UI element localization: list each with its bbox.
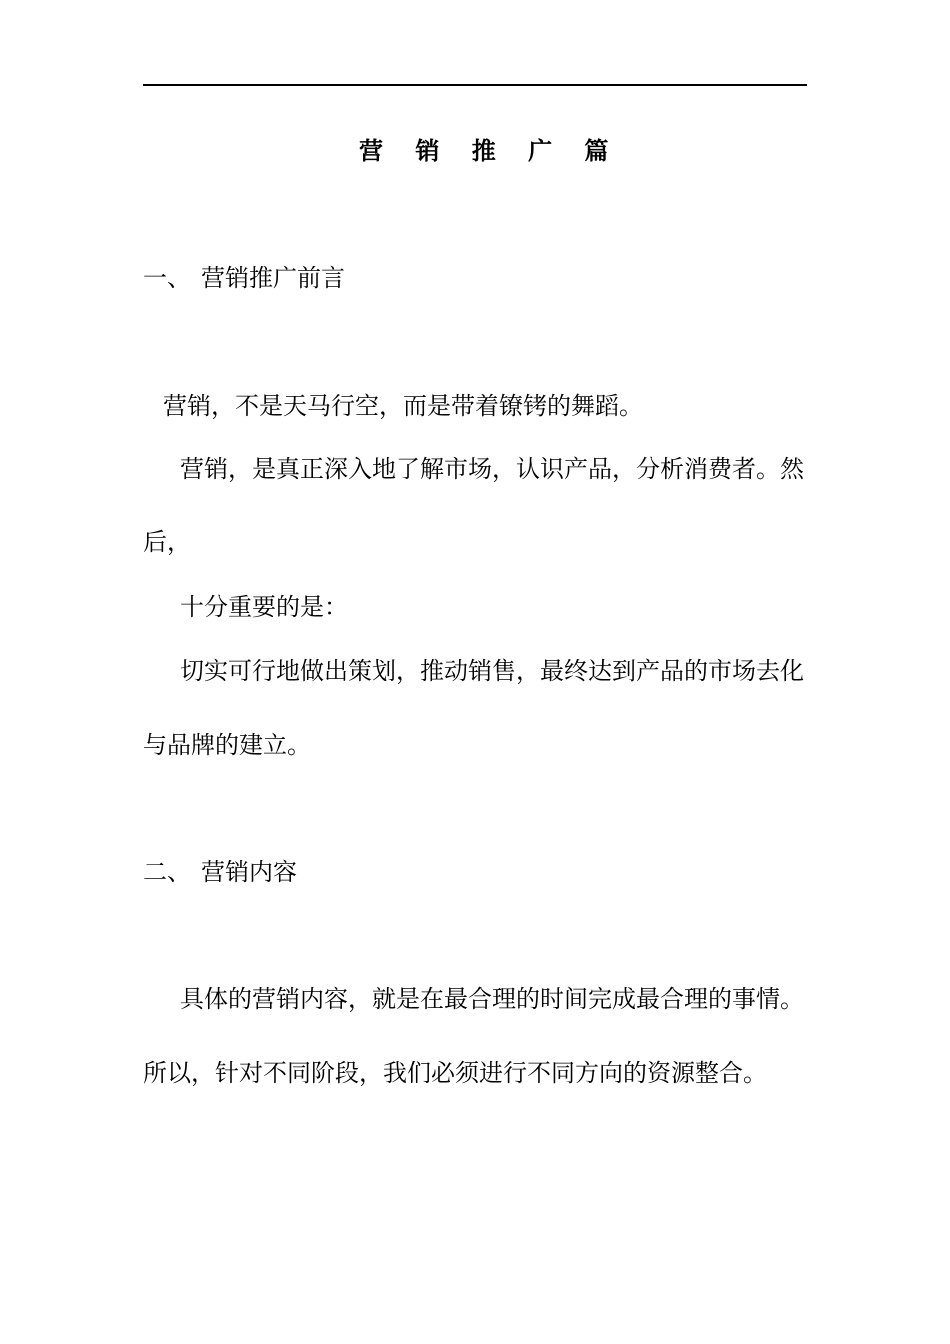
paragraph-line: 后，	[143, 528, 191, 556]
section-number: 二、	[143, 858, 191, 886]
paragraph-line: 营销，是真正深入地了解市场，认识产品，分析消费者。然	[180, 455, 804, 483]
section-heading-text: 营销推广前言	[201, 264, 345, 292]
paragraph-line: 营销，不是天马行空，而是带着镣铐的舞蹈。	[163, 392, 643, 420]
section-heading-2	[143, 857, 297, 887]
section-number: 一、	[143, 264, 191, 292]
section-heading-text: 营销内容	[201, 858, 297, 886]
section-heading-1	[143, 263, 345, 293]
paragraph-line: 与品牌的建立。	[143, 731, 311, 759]
paragraph-line: 所以，针对不同阶段，我们必须进行不同方向的资源整合。	[143, 1059, 767, 1087]
paragraph-line: 十分重要的是：	[180, 593, 348, 621]
paragraph-line: 切实可行地做出策划，推动销售，最终达到产品的市场去化	[180, 657, 804, 685]
page-title: 营 销 推 广 篇	[359, 136, 621, 165]
paragraph-line: 具体的营销内容，就是在最合理的时间完成最合理的事情。	[180, 985, 804, 1013]
header-rule	[143, 84, 807, 86]
